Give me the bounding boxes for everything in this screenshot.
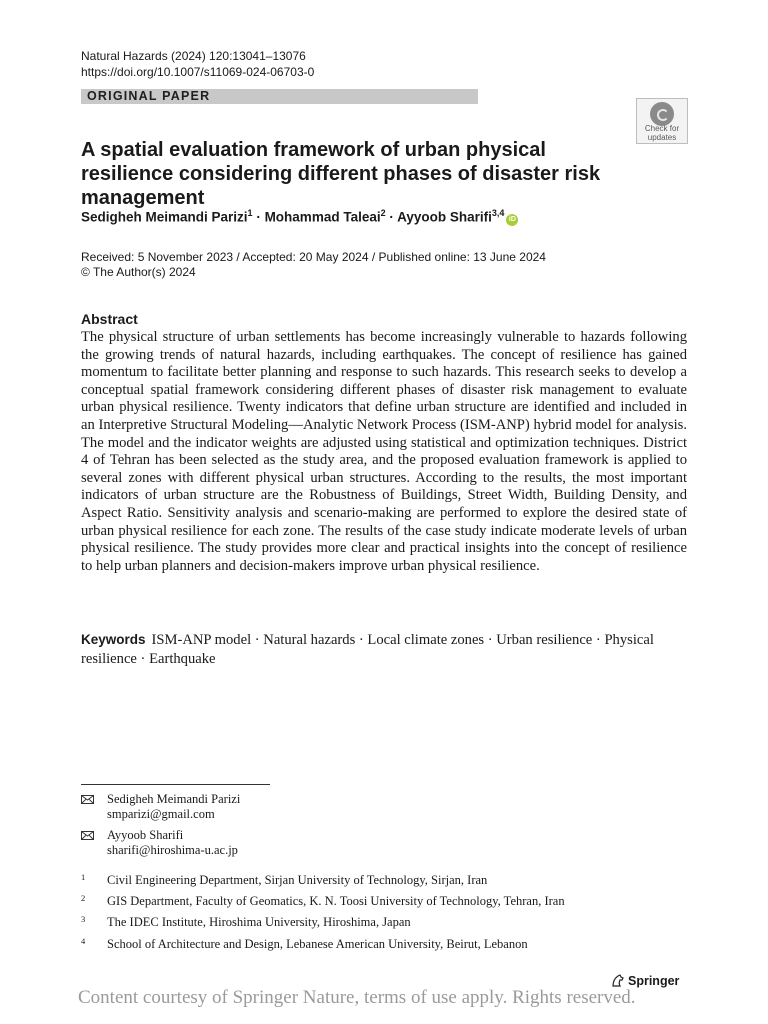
affiliation-text: Civil Engineering Department, Sirjan University of Technology, Sirjan, Iran [107,873,488,887]
orcid-icon[interactable]: iD [506,214,518,226]
check-for-updates-line2: updates [647,133,677,142]
contact-entry [81,792,381,824]
author-name[interactable]: Ayyoob Sharifi [397,209,492,225]
article-type-label: ORIGINAL PAPER [87,89,211,103]
publisher-logo [611,974,679,988]
keywords-text: ISM-ANP model · Natural hazards · Local climate zones · Urban resilience · Physical resilience · Earthquake [81,632,654,667]
contact-name: Ayyoob Sharifi [107,828,184,842]
author-separator: · [385,209,398,225]
contact-entry [81,828,381,860]
author-list [81,208,518,226]
footnote-divider [81,784,270,785]
article-title: A spatial evaluation framework of urban physical resilience considering different phases of disaster risk management [81,139,601,209]
author-affiliation-ref: 1 [247,208,253,218]
check-for-updates-line1: Check for [644,124,680,133]
contact-email[interactable]: smparizi@gmail.com [107,807,215,821]
affiliation-text: School of Architecture and Design, Lebanese American University, Beirut, Lebanon [107,937,528,951]
affiliation-text: GIS Department, Faculty of Geomatics, K. N. Toosi University of Technology, Tehran, Iran [107,894,565,908]
abstract-text: The physical structure of urban settlements has become increasingly vulnerable to hazards following the growing trends of natural hazards, including earthquakes. The concept of resilience has gained momentum to facilitate better planning and response to such hazards. This research seeks to develop a conceptual spatial framework considering different phases of disaster risk management to evaluate urban physical resilience. Twenty indicators that define urban structure are identified and included in an Interpretive Structural Modeling—Analytic Network Process (ISM-ANP) hybrid model for analysis. The model and the indicator weights are adjusted using statistical and optimization techniques. District 4 of Tehran has been selected as the study area, and the proposed evaluation framework is applied to several zones with different physical urban structures. According to the results, the most important indicators of urban structure are the Robustness of Buildings, Street Width, Building Density, and Aspect Ratio. Sensitivity analysis and scenario-making are performed to explore the desired state of urban physical resilience for each zone. The results of the case study indicate moderate levels of urban physical resilience. The study provides more clear and practical insights into the concept of resilience to help urban planners and decision-makers improve urban physical resilience. [81,329,687,574]
publisher-name: Springer [628,974,680,988]
contact-email[interactable]: sharifi@hiroshima-u.ac.jp [107,843,238,857]
doi-link[interactable]: https://doi.org/10.1007/s11069-024-06703-0 [81,65,315,79]
publication-history: Received: 5 November 2023 / Accepted: 20 May 2024 / Published online: 13 June 2024 [81,250,546,264]
author-separator: · [252,209,265,225]
envelope-icon [81,831,94,840]
author-name[interactable]: Mohammad Taleai [264,209,381,225]
affiliation-text: The IDEC Institute, Hiroshima University, Hiroshima, Japan [107,915,411,929]
refresh-icon [650,102,674,126]
journal-header [81,48,314,80]
author-name[interactable]: Sedigheh Meimandi Parizi [81,209,248,225]
copyright-line: © The Author(s) 2024 [81,265,196,279]
affiliation-item [81,873,641,889]
author-affiliation-ref: 3,4 [491,208,505,218]
affiliation-number: 4 [81,936,86,946]
keywords-block [81,630,687,669]
author-affiliation-ref: 2 [380,208,386,218]
affiliation-number: 3 [81,914,86,924]
affiliation-item [81,915,641,931]
journal-citation: Natural Hazards (2024) 120:13041–13076 [81,49,306,63]
contact-name: Sedigheh Meimandi Parizi [107,792,241,806]
courtesy-watermark: Content courtesy of Springer Nature, terms of use apply. Rights reserved. [78,987,636,1008]
envelope-icon [81,795,94,804]
check-for-updates-badge[interactable] [636,98,688,144]
affiliation-number: 2 [81,893,86,903]
affiliation-item [81,937,641,953]
article-type-bar [81,89,478,104]
springer-horse-icon [611,974,625,987]
publication-dates [81,250,546,280]
keywords-label: Keywords [81,632,146,647]
affiliation-number: 1 [81,872,86,882]
affiliation-item [81,894,641,910]
abstract-heading: Abstract [81,311,138,327]
